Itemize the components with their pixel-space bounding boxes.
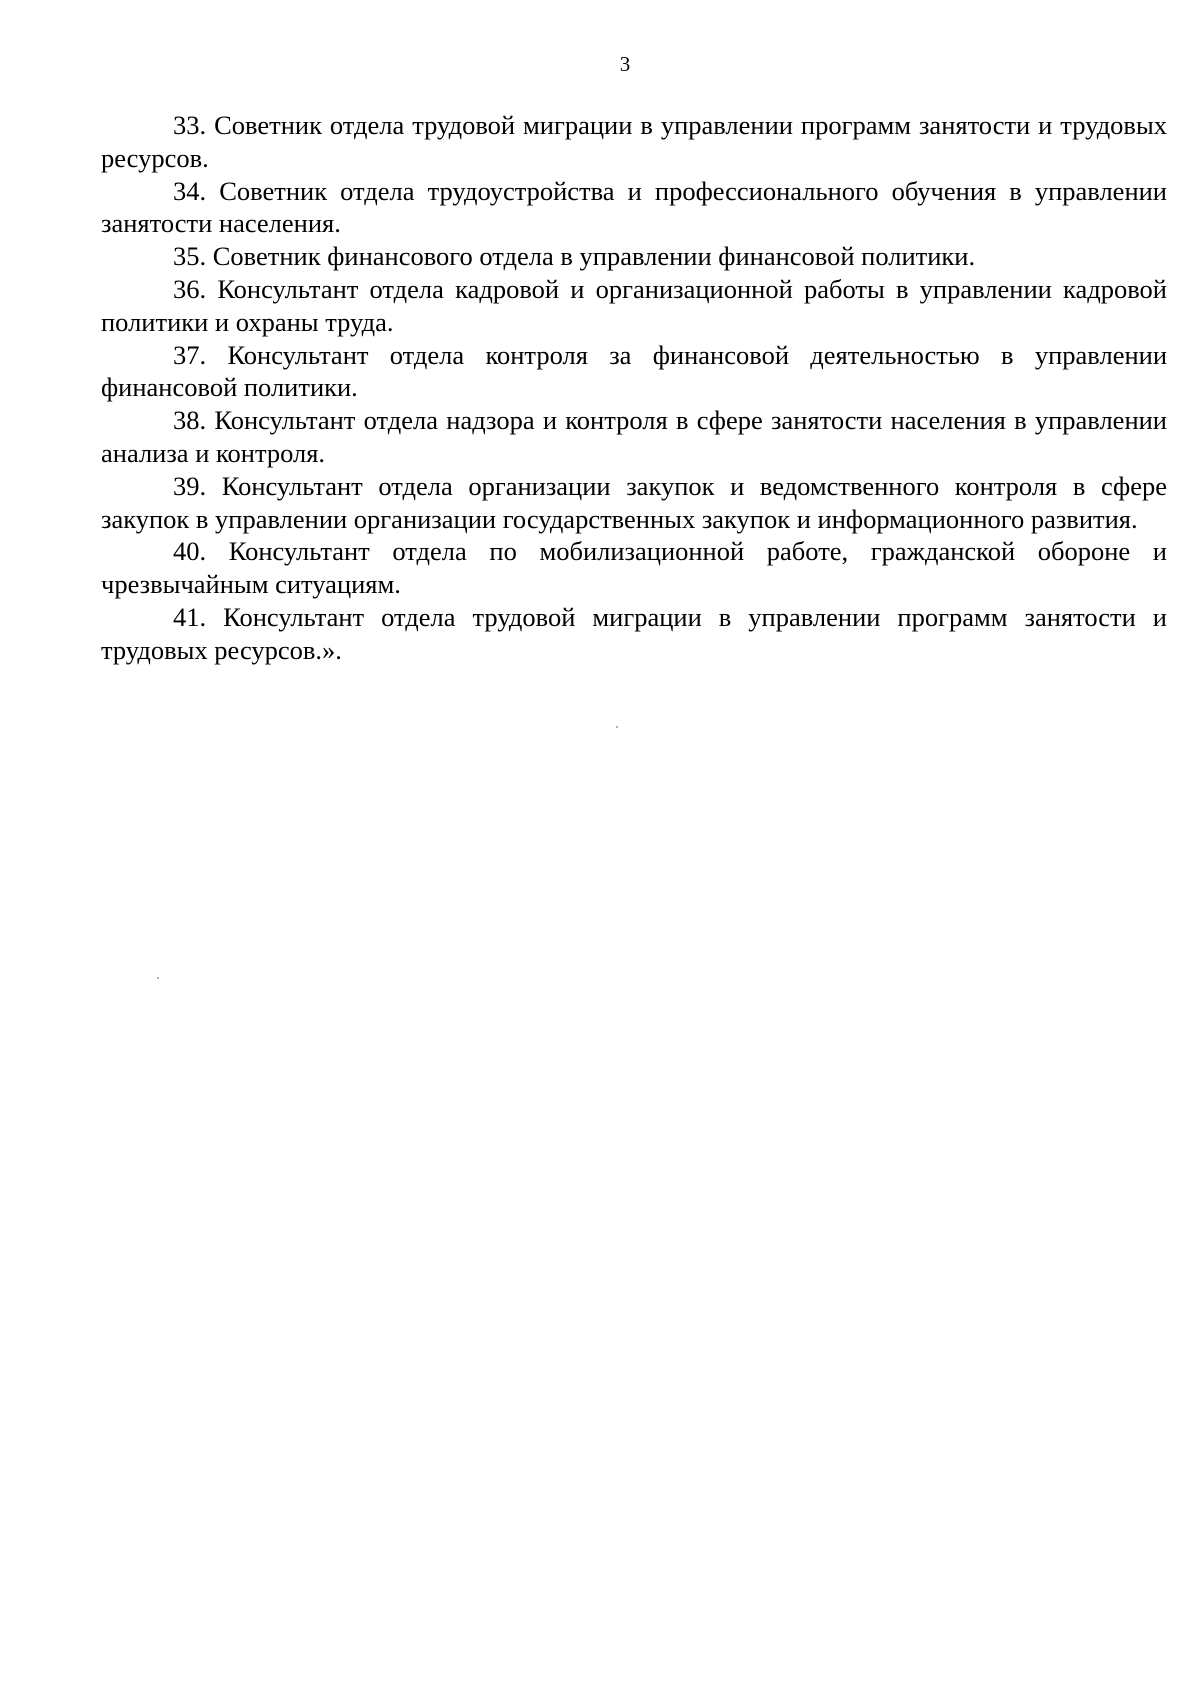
list-item: 38. Консультант отдела надзора и контроля в сфере занятости населения в управлении анализа и контроля. — [101, 405, 1167, 468]
list-item: 41. Консультант отдела трудовой миграции в управлении программ занятости и трудовых ресурсов.». — [101, 601, 1167, 665]
list-item: 40. Консультант отдела по мобилизационной работе, гражданской обороне и чрезвычайным ситуациям. — [101, 536, 1167, 600]
list-item: 35. Советник финансового отдела в управлении финансовой политики. — [173, 241, 976, 272]
position-list — [101, 109, 1167, 667]
list-item: 33. Советник отдела трудовой миграции в управлении программ занятости и трудовых ресурсов. — [101, 110, 1167, 173]
scan-speck — [157, 977, 159, 979]
list-item: 36. Консультант отдела кадровой и организационной работы в управлении кадровой политики и охраны труда. — [101, 273, 1167, 337]
scan-speck — [616, 726, 618, 728]
list-item: 34. Советник отдела трудоустройства и профессионального обучения в управлении занятости населения. — [101, 175, 1167, 239]
list-item: 39. Консультант отдела организации закупок и ведомственного контроля в сфере закупок в управлении организации государственных закупок и информационного развития. — [101, 470, 1167, 534]
page-number: 3 — [619, 52, 631, 76]
list-item: 37. Консультант отдела контроля за финансовой деятельностью в управлении финансовой политики. — [101, 339, 1167, 403]
